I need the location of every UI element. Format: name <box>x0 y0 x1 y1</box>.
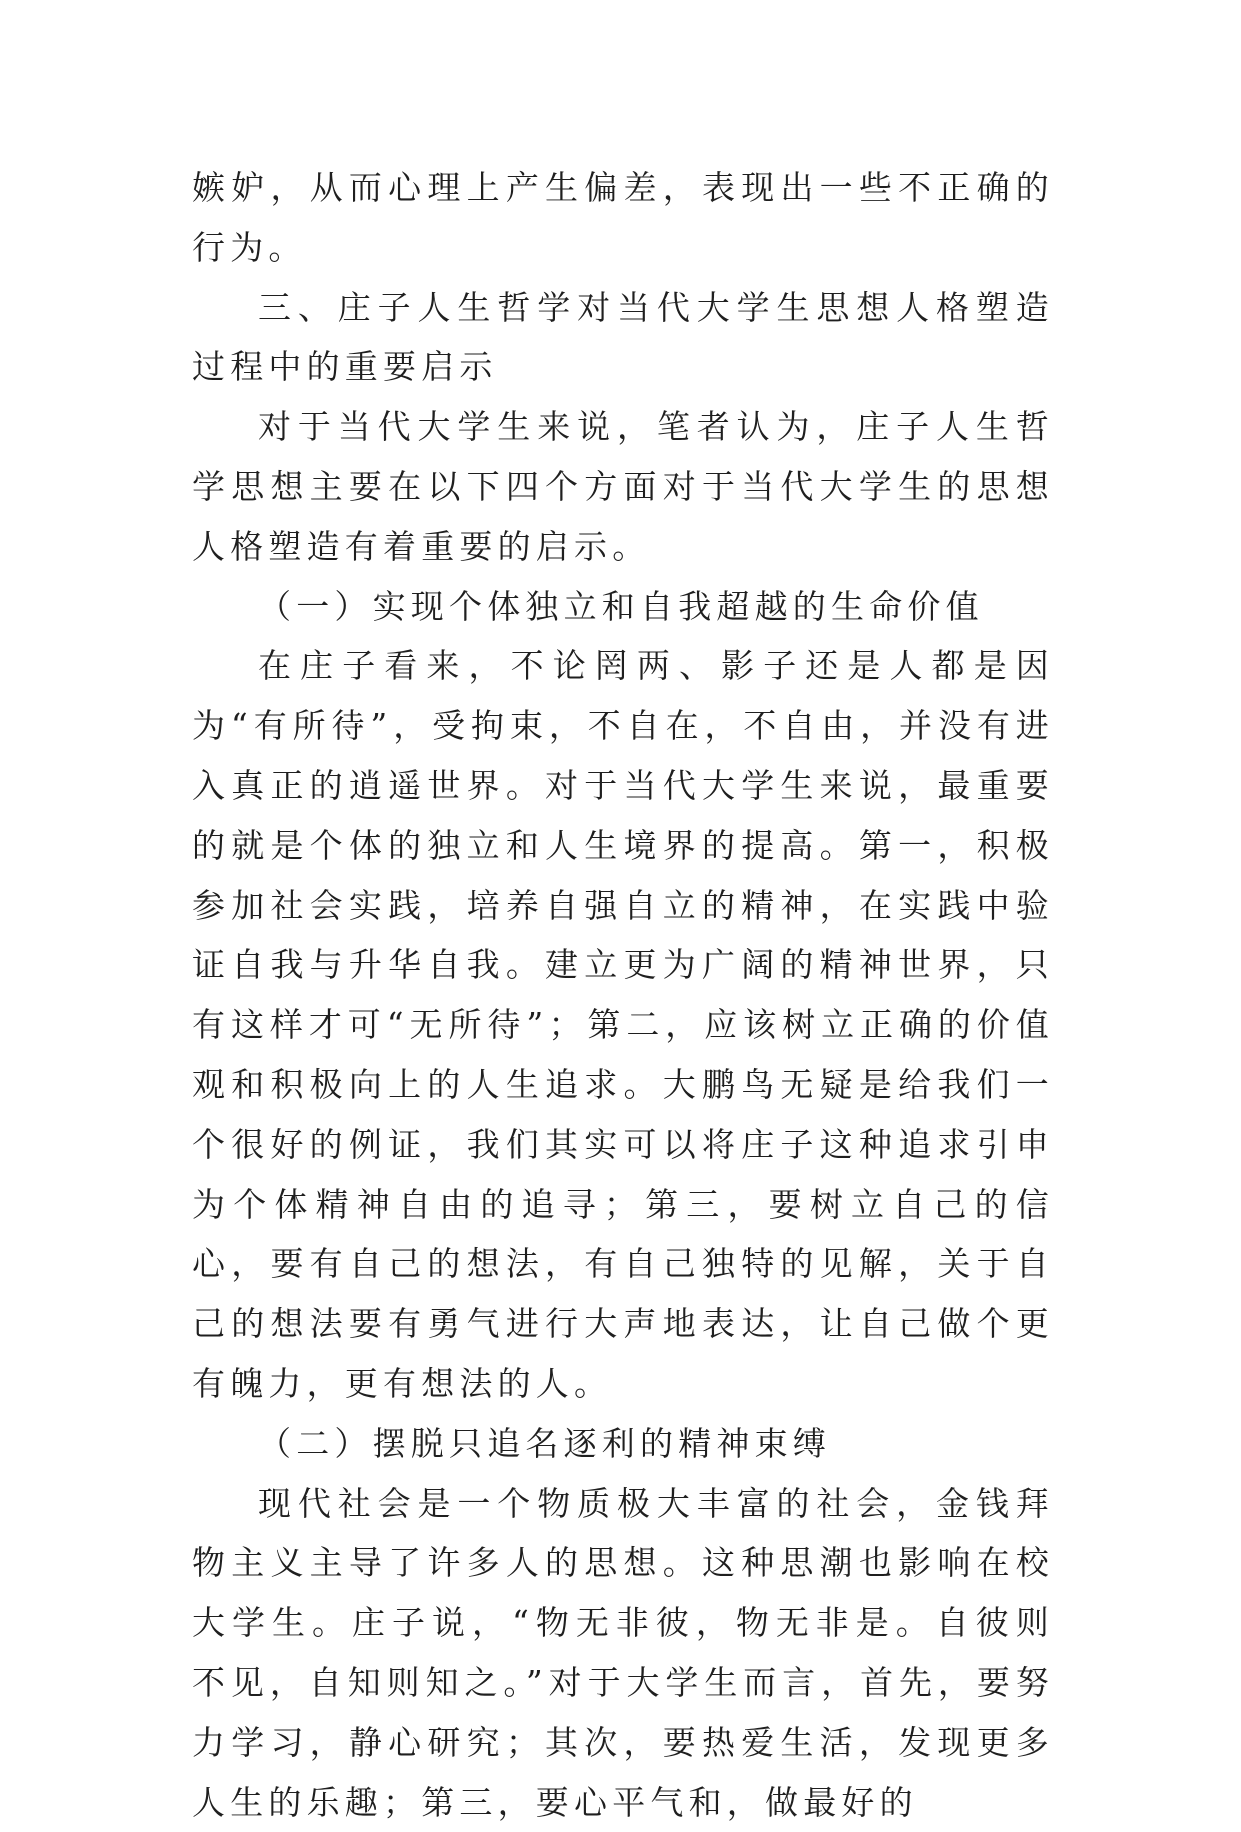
paragraph-continuation: 嫉妒，从而心理上产生偏差，表现出一些不正确的行为。 <box>192 168 1054 267</box>
paragraph-body-2: 现代社会是一个物质极大丰富的社会，金钱拜物主义主导了许多人的思想。这种思潮也影响在校大学生。庄子说，“物无非彼，物无非是。自彼则不见，自知则知之。”对于大学生而言，首先，要努力学习，静心研究；其次，要热爱生活，发现更多人生的乐趣；第三，要心平气和，做最好的 <box>192 1483 1054 1822</box>
document-body <box>192 158 1054 1832</box>
paragraph-body-1: 在庄子看来，不论罔两、影子还是人都是因为“有所待”，受拘束，不自在，不自由，并没有进入真正的逍遥世界。对于当代大学生来说，最重要的就是个体的独立和人生境界的提高。第一，积极参加社会实践，培养自强自立的精神，在实践中验证自我与升华自我。建立更为广阔的精神世界，只有这样才可“无所待”；第二，应该树立正确的价值观和积极向上的人生追求。大鹏鸟无疑是给我们一个很好的例证，我们其实可以将庄子这种追求引申为个体精神自由的追寻；第三，要树立自己的信心，要有自己的想法，有自己独特的见解，关于自己的想法要有勇气进行大声地表达，让自己做个更有魄力，更有想法的人。 <box>192 646 1054 1403</box>
section-heading: 三、庄子人生哲学对当代大学生思想人格塑造过程中的重要启示 <box>192 287 1054 387</box>
paragraph-intro: 对于当代大学生来说，笔者认为，庄子人生哲学思想主要在以下四个方面对于当代大学生的思想人格塑造有着重要的启示。 <box>192 407 1054 566</box>
subsection-heading-2: （二）摆脱只追名逐利的精神束缚 <box>258 1423 831 1463</box>
subsection-heading-1: （一）实现个体独立和自我超越的生命价值 <box>258 586 984 626</box>
